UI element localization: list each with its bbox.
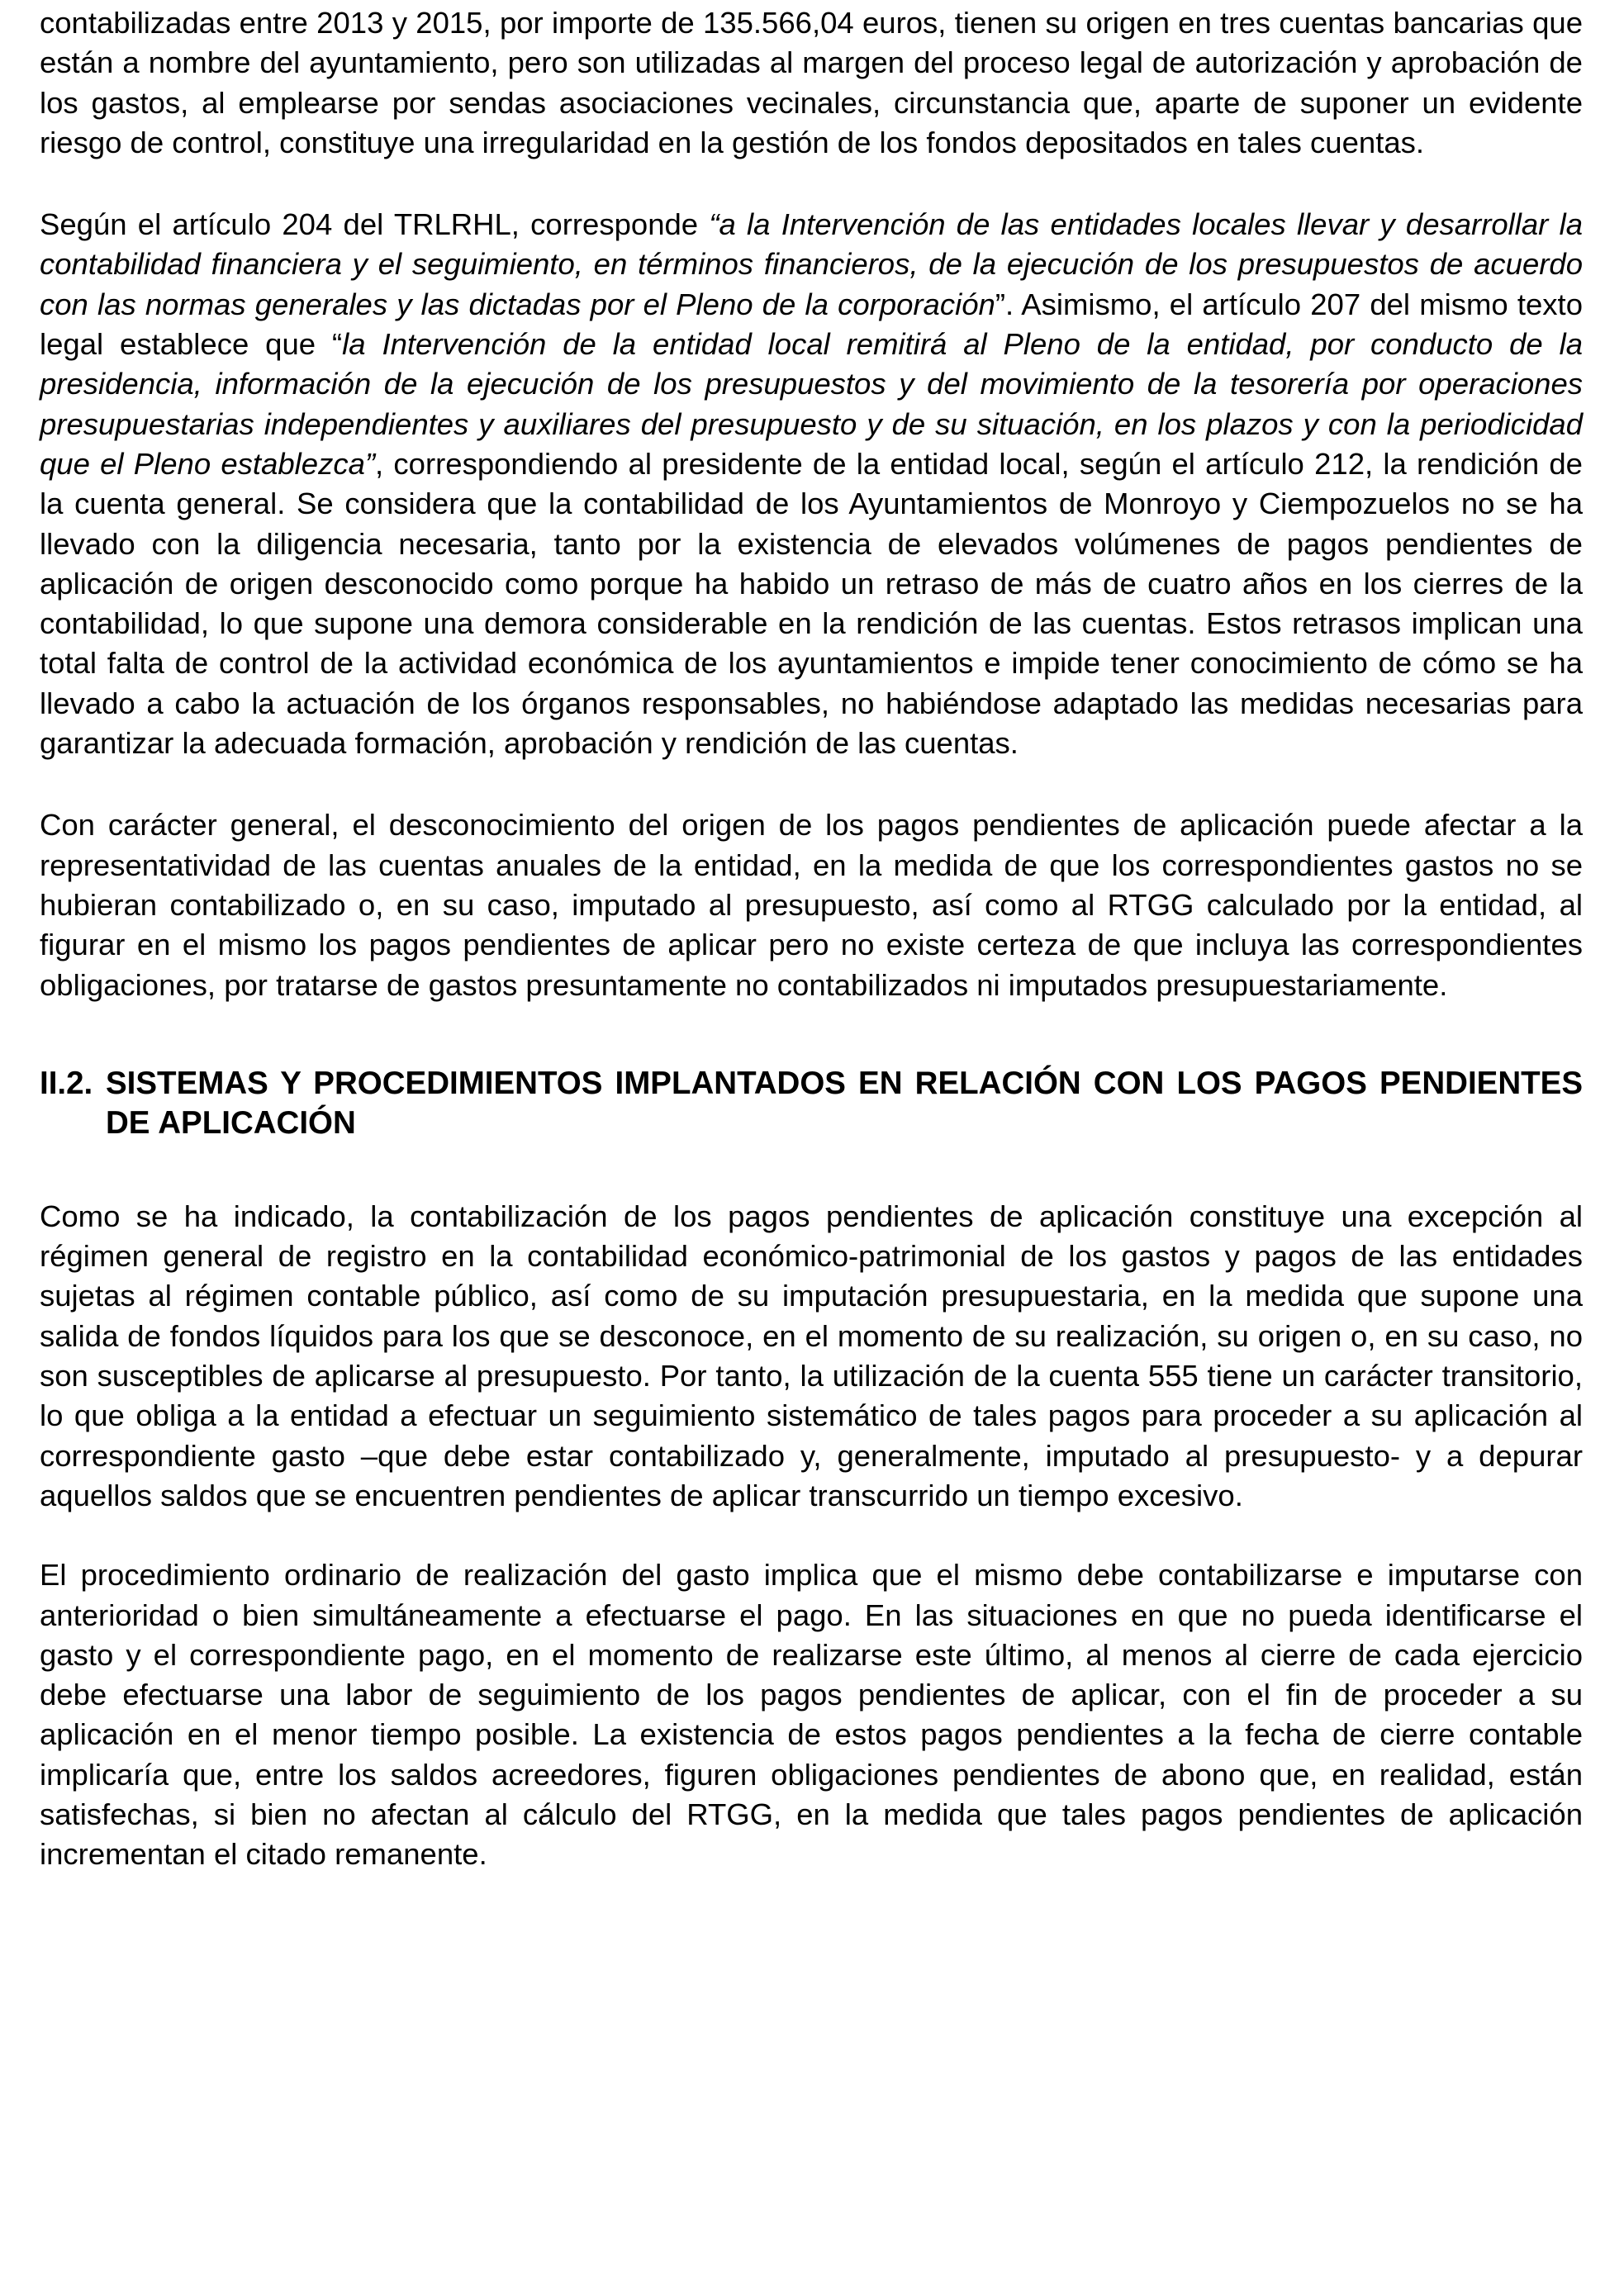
paragraph-fund-irregularity: contabilizadas entre 2013 y 2015, por importe de 135.566,04 euros, tienen su origen en tres cuentas bancarias que están a nombre del ayuntamiento, pero son utilizadas al margen del proceso legal de autorización y aprobación de los gastos, al emplearse por sendas asociaciones vecinales, circunstancia que, aparte de suponer un evidente riesgo de control, constituye una irregularidad en la gestión de los fondos depositados en tales cuentas.: [40, 6, 1583, 159]
paragraph-text-segment: Según el artículo 204 del TRLRHL, corresponde: [40, 207, 710, 242]
section-number: II.2.: [40, 1065, 93, 1101]
paragraph-account-555: Como se ha indicado, la contabilización de los pagos pendientes de aplicación constituye una excepción al régimen general de registro en la contabilidad económico-patrimonial de los gastos y pagos de las entidades sujetas al régimen contable público, así como de su imputación presupuestaria, en la medida que supone una salida de fondos líquidos para los que se desconoce, en el momento de su realización, su origen o, en su caso, no son susceptibles de aplicarse al presupuesto. Por tanto, la utilización de la cuenta 555 tiene un carácter transitorio, lo que obliga a la entidad a efectuar un seguimiento sistemático de tales pagos para proceder a su aplicación al correspondiente gasto –que debe estar contabilizado y, generalmente, imputado al presupuesto- y a depurar aquellos saldos que se encuentren pendientes de aplicar transcurrido un tiempo excesivo.: [40, 1199, 1583, 1512]
document-page: [40, 0, 1583, 1875]
paragraph-representativeness: Con carácter general, el desconocimiento del origen de los pagos pendientes de aplicación puede afectar a la representatividad de las cuentas anuales de la entidad, en la medida de que los correspondientes gastos no se hubieran contabilizado o, en su caso, imputado al presupuesto, así como al RTGG calculado por la entidad, al figurar en el mismo los pagos pendientes de aplicar pero no existe certeza de que incluya las correspondientes obligaciones, por tratarse de gastos presuntamente no contabilizados ni imputados presupuestariamente.: [40, 808, 1583, 1002]
paragraph-text-segment: ”. Asimismo, el artículo 207 del mismo texto legal establece que “: [40, 287, 1583, 362]
legal-quote-art-204: “a la Intervención de las entidades locales llevar y desarrollar la contabilidad financiera y el seguimiento, en términos financieros, de la ejecución de los presupuestos de acuerdo con las normas generales y las dictadas por el Pleno de la corporación: [40, 207, 1583, 321]
legal-quote-art-207: la Intervención de la entidad local remitirá al Pleno de la entidad, por conducto de la presidencia, información de la ejecución de los presupuestos y del movimiento de la tesorería por operaciones presupuestarias independientes y auxiliares del presupuesto y de su situación, en los plazos y con la periodicidad que el Pleno establezca”: [40, 327, 1584, 481]
paragraph-legal-framework: [40, 205, 1583, 763]
section-title: SISTEMAS Y PROCEDIMIENTOS IMPLANTADOS EN RELACIÓN CON LOS PAGOS PENDIENTES DE APLICACIÓN: [106, 1065, 1583, 1141]
paragraph-text-segment: , correspondiendo al presidente de la entidad local, según el artículo 212, la rendición de la cuenta general. Se considera que la contabilidad de los Ayuntamientos de Monroyo y Ciempozuelos no se ha llevado con la diligencia necesaria, tanto por la existencia de elevados volúmenes de pagos pendientes de aplicación de origen desconocido como porque ha habido un retraso de más de cuatro años en los cierres de la contabilidad, lo que supone una demora considerable en la rendición de las cuentas. Estos retrasos implican una total falta de control de la actividad económica de los ayuntamientos e impide tener conocimiento de cómo se ha llevado a cabo la actuación de los órganos responsables, no habiéndose adaptado las medidas necesarias para garantizar la adecuada formación, aprobación y rendición de las cuentas.: [40, 446, 1583, 761]
paragraph-ordinary-procedure: El procedimiento ordinario de realización del gasto implica que el mismo debe contabilizarse e imputarse con anterioridad o bien simultáneamente a efectuarse el pago. En las situaciones en que no pueda identificarse el gasto y el correspondiente pago, en el momento de realizarse este último, al menos al cierre de cada ejercicio debe efectuarse una labor de seguimiento de los pagos pendientes de aplicar, con el fin de proceder a su aplicación en el menor tiempo posible. La existencia de estos pagos pendientes a la fecha de cierre contable implicaría que, entre los saldos acreedores, figuren obligaciones pendientes de abono que, en realidad, están satisfechas, si bien no afectan al cálculo del RTGG, en la medida que tales pagos pendientes de aplicación incrementan el citado remanente.: [40, 1558, 1583, 1872]
section-heading: [40, 1064, 1583, 1143]
